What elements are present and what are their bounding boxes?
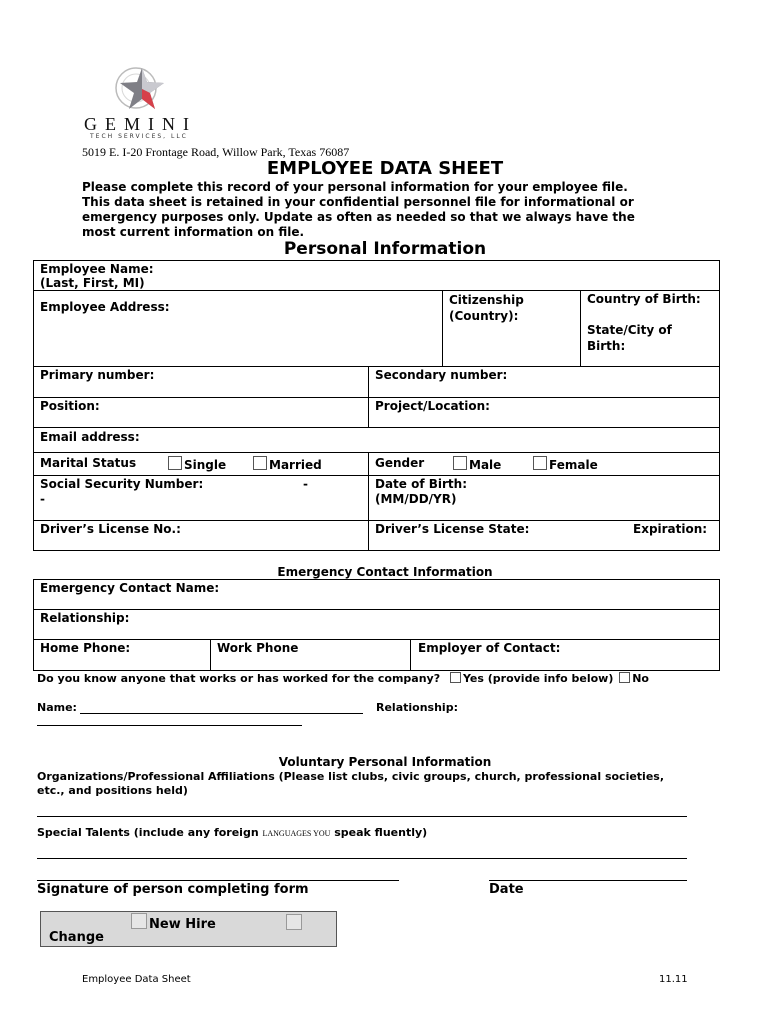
ssn-dash: - — [40, 492, 45, 506]
male-label: Male — [469, 458, 502, 472]
ssn-dash: - — [303, 477, 308, 491]
male-option[interactable] — [453, 456, 501, 472]
emergency-contact-name-label: Emergency Contact Name: — [40, 581, 220, 595]
gender-label: Gender — [375, 456, 425, 470]
signature-label: Signature of person completing form — [37, 882, 309, 897]
emergency-heading: Emergency Contact Information — [277, 565, 493, 579]
email-label: Email address: — [40, 430, 140, 444]
citizenship-label: Citizenship (Country): — [449, 293, 524, 323]
knows-anyone-text: Do you know anyone that works or has worked for the company? — [37, 672, 441, 685]
logo-tagline: TECH SERVICES, LLC — [90, 133, 188, 140]
married-checkbox[interactable] — [253, 456, 267, 470]
no-checkbox[interactable] — [619, 672, 630, 683]
talents-text-end: speak fluently) — [330, 826, 428, 839]
marital-status-label: Marital Status — [40, 456, 137, 470]
female-option[interactable] — [533, 456, 598, 472]
name-label: Name: — [37, 701, 77, 714]
talents-text: Special Talents (include any foreign — [37, 826, 263, 839]
dob-label: Date of Birth: (MM/DD/YR) — [375, 477, 468, 506]
ssn-label: Social Security Number: — [40, 477, 204, 491]
star-logo-icon — [112, 66, 182, 118]
new-hire-option[interactable] — [131, 913, 216, 932]
home-phone-label: Home Phone: — [40, 641, 131, 655]
company-address: 5019 E. I-20 Frontage Road, Willow Park, Texas 76087 — [82, 145, 350, 159]
married-label: Married — [269, 458, 322, 472]
logo-name: GEMINI — [84, 114, 197, 134]
male-checkbox[interactable] — [453, 456, 467, 470]
voluntary-heading: Voluntary Personal Information — [278, 755, 492, 769]
position-label: Position: — [40, 399, 100, 413]
single-label: Single — [184, 458, 227, 472]
yes-checkbox[interactable] — [450, 672, 461, 683]
footer-title: Employee Data Sheet — [82, 974, 191, 985]
talents-smallcaps: LANGUAGES YOU — [262, 829, 331, 838]
employer-of-contact-label: Employer of Contact: — [418, 641, 561, 655]
no-label: No — [632, 672, 649, 685]
name-line — [80, 713, 363, 714]
employee-address-label: Employee Address: — [40, 300, 170, 314]
affiliations-label: Organizations/Professional Affiliations (Please list clubs, civic groups, church, professional societies, etc., and positions held) — [37, 770, 665, 797]
country-of-birth-label: Country of Birth: — [587, 292, 701, 306]
employee-name-label: Employee Name: (Last, First, MI) — [40, 262, 154, 290]
single-checkbox[interactable] — [168, 456, 182, 470]
single-option[interactable] — [168, 456, 226, 472]
married-option[interactable] — [253, 456, 322, 472]
female-label: Female — [549, 458, 598, 472]
new-hire-checkbox[interactable] — [131, 913, 147, 929]
project-location-label: Project/Location: — [375, 399, 490, 413]
change-checkbox[interactable] — [286, 914, 302, 930]
no-option[interactable] — [619, 672, 649, 685]
date-label: Date — [489, 882, 524, 897]
female-checkbox[interactable] — [533, 456, 547, 470]
primary-number-label: Primary number: — [40, 368, 155, 382]
secondary-number-label: Secondary number: — [375, 368, 508, 382]
drivers-license-no-label: Driver’s License No.: — [40, 522, 181, 536]
drivers-license-state-label: Driver’s License State: — [375, 522, 530, 536]
intro-text: Please complete this record of your personal information for your employee file. This data sheet is retained in your confidential personnel file for informational or emergency purposes only. Update as often as needed so that we always have the most current information on file. — [82, 180, 635, 239]
work-phone-label: Work Phone — [217, 641, 299, 655]
change-label: Change — [49, 930, 104, 945]
footer-version: 11.11 — [659, 974, 688, 985]
company-logo — [84, 66, 214, 142]
relationship-field-label: Relationship: — [376, 701, 458, 714]
relationship-label: Relationship: — [40, 611, 130, 625]
page-title: EMPLOYEE DATA SHEET — [266, 158, 504, 179]
new-hire-label: New Hire — [149, 917, 216, 932]
special-talents-label — [37, 826, 427, 839]
knows-anyone-question — [37, 672, 649, 685]
expiration-label: Expiration: — [633, 522, 708, 536]
yes-option[interactable] — [450, 672, 613, 685]
personal-info-heading: Personal Information — [283, 239, 487, 259]
yes-label: Yes (provide info below) — [462, 672, 614, 685]
state-city-birth-label: State/City of Birth: — [587, 323, 672, 353]
